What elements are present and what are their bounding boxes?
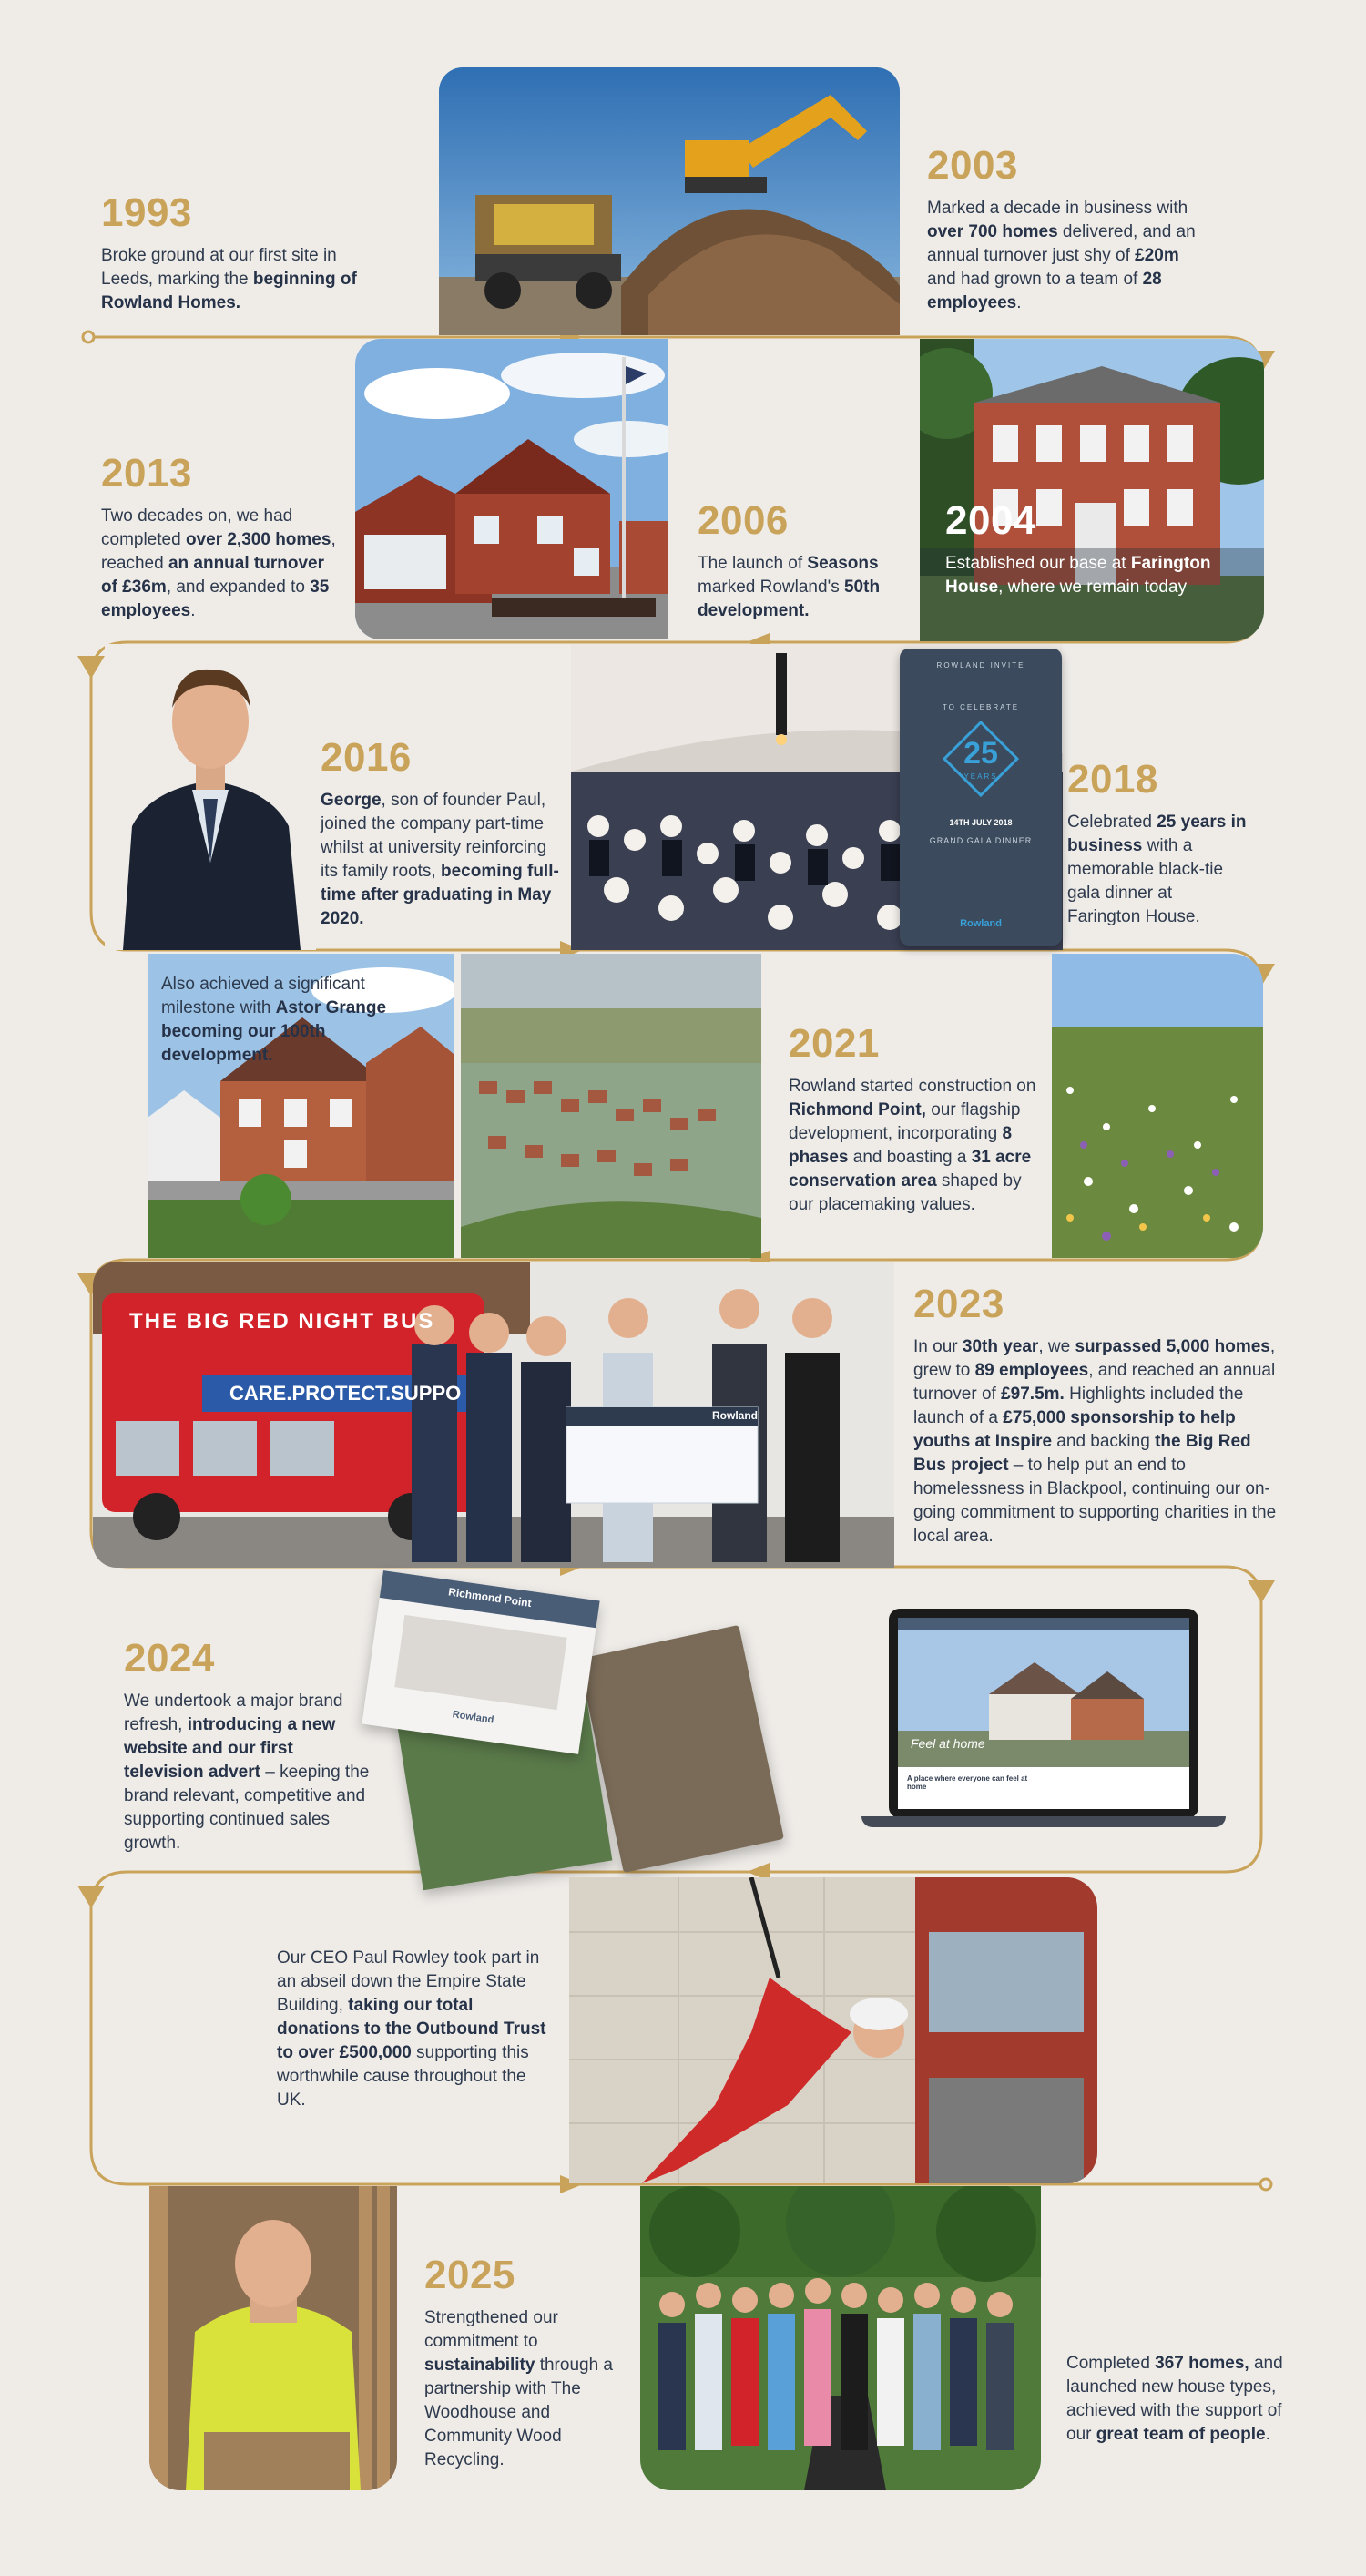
year-label: 2016: [321, 735, 412, 780]
bus-banner-text: CARE.PROTECT.SUPPO: [229, 1382, 462, 1405]
year-label: 2003: [927, 143, 1018, 188]
laptop-website-mockup: [861, 1609, 1226, 1836]
milestone-text: We undertook a major brand refresh, introducing a new website and our first television advert – keeping the brand relevant, competitive and supporting continued sales growth.: [124, 1692, 370, 1853]
year-label: 2023: [913, 1282, 1004, 1326]
milestone-text: In our 30th year, we surpassed 5,000 homes, grew to 89 employees, and reached an annual turnover of £97.5m. Highlights included the launch of a £75,000 sponsorship to help youths at Inspire and backing the Big Red Bus project – to help put an end to homelessness in Blackpool, continuing our on-going commitment to supporting charities in the local area.: [913, 1337, 1277, 1546]
brochure-title: Richmond Point: [447, 1585, 533, 1610]
cheque-brand: Rowland: [712, 1409, 758, 1422]
invite-date: 14TH JULY 2018: [949, 818, 1013, 827]
milestone-text: Broke ground at our first site in Leeds, marking the beginning of Rowland Homes.: [101, 246, 357, 312]
milestone-2018: [1067, 757, 1249, 929]
year-label: 2006: [698, 498, 789, 543]
milestone-astor-grange: [161, 973, 398, 1068]
invite-heading: ROWLAND INVITE: [936, 661, 1025, 670]
milestone-text: Strengthened our commitment to sustainability through a partnership with The Woodhouse and Community Wood Recycling.: [424, 2308, 613, 2469]
year-label: 2013: [101, 451, 192, 496]
milestone-text: Marked a decade in business with over 700 homes delivered, and an annual turnover just shy of £20m and had grown to a team of 28 employees.: [927, 199, 1196, 312]
milestone-1993: [101, 190, 365, 315]
milestone-text: Completed 367 homes, and launched new house types, achieved with the support of our great team of people.: [1066, 2354, 1283, 2444]
seasons-development-photo: [355, 339, 668, 639]
team-photo: [640, 2186, 1041, 2490]
milestone-2025: [424, 2255, 634, 2472]
brochure-mockup: [372, 1576, 845, 1876]
excavator-photo: [439, 67, 900, 335]
milestone-2013: [101, 451, 340, 623]
big-red-bus-cheque-photo: [93, 1262, 894, 1568]
milestone-2016: [321, 735, 566, 931]
milestone-2021: [789, 1021, 1044, 1217]
invite-event: GRAND GALA DINNER: [929, 836, 1033, 845]
year-label: 2018: [1067, 757, 1158, 802]
milestone-text: Celebrated 25 years in business with a memorable black-tie gala dinner at Farington House.: [1067, 813, 1247, 926]
website-tagline: Feel at home: [911, 1736, 985, 1751]
brochure-brand: Rowland: [451, 1709, 495, 1726]
milestone-2024: [124, 1636, 370, 1855]
milestone-text: George, son of founder Paul, joined the company part-time whilst at university reinforcing its family roots, becoming full-time after graduating in May 2020.: [321, 791, 559, 928]
wildflower-meadow-photo: [1052, 954, 1263, 1258]
year-label: 2025: [424, 2253, 515, 2297]
invite-brand: Rowland: [960, 918, 1002, 929]
milestone-abseil: [277, 1947, 550, 2112]
milestone-2023: [913, 1284, 1278, 1549]
milestone-text: Rowland started construction on Richmond Point, our flagship development, incorporating 8 phases and boasting a 31 acre conservation area shaped by our placemaking values.: [789, 1077, 1036, 1214]
abseil-photo: [569, 1877, 1097, 2183]
woodworker-photo: [149, 2186, 397, 2490]
richmond-point-aerial-photo: [461, 954, 761, 1258]
invite-number: 25: [963, 736, 998, 771]
gala-invite-card: [900, 649, 1062, 946]
bus-sign-text: THE BIG RED NIGHT BUS: [129, 1309, 435, 1334]
invite-years: YEARS: [963, 772, 998, 781]
milestone-367-homes: [1066, 2352, 1303, 2447]
milestone-text: Also achieved a significant milestone with Astor Grange becoming our 100th development.: [161, 975, 387, 1065]
milestone-text: The launch of Seasons marked Rowland's 50th development.: [698, 554, 881, 620]
milestone-text: Our CEO Paul Rowley took part in an abseil down the Empire State Building, taking our total donations to the Outbound Trust to over £500,000 supporting this worthwhile cause throughout the UK.: [277, 1948, 546, 2110]
year-label: 1993: [101, 190, 192, 235]
milestone-text: Two decades on, we had completed over 2,300 homes, reached an annual turnover of £36m, and expanded to 35 employees.: [101, 506, 336, 620]
invite-celebrate: TO CELEBRATE: [942, 703, 1020, 711]
year-label: 2021: [789, 1021, 880, 1066]
year-label: 2024: [124, 1636, 215, 1681]
milestone-text: Established our base at Farington House, where we remain today: [945, 554, 1211, 597]
milestone-2006: [698, 498, 898, 623]
milestone-2003: [927, 143, 1200, 315]
year-label: 2004: [945, 498, 1036, 543]
milestone-2004: [945, 498, 1218, 599]
george-portrait-photo: [105, 644, 316, 950]
website-headline: A place where everyone can feel at home: [907, 1774, 1028, 1791]
